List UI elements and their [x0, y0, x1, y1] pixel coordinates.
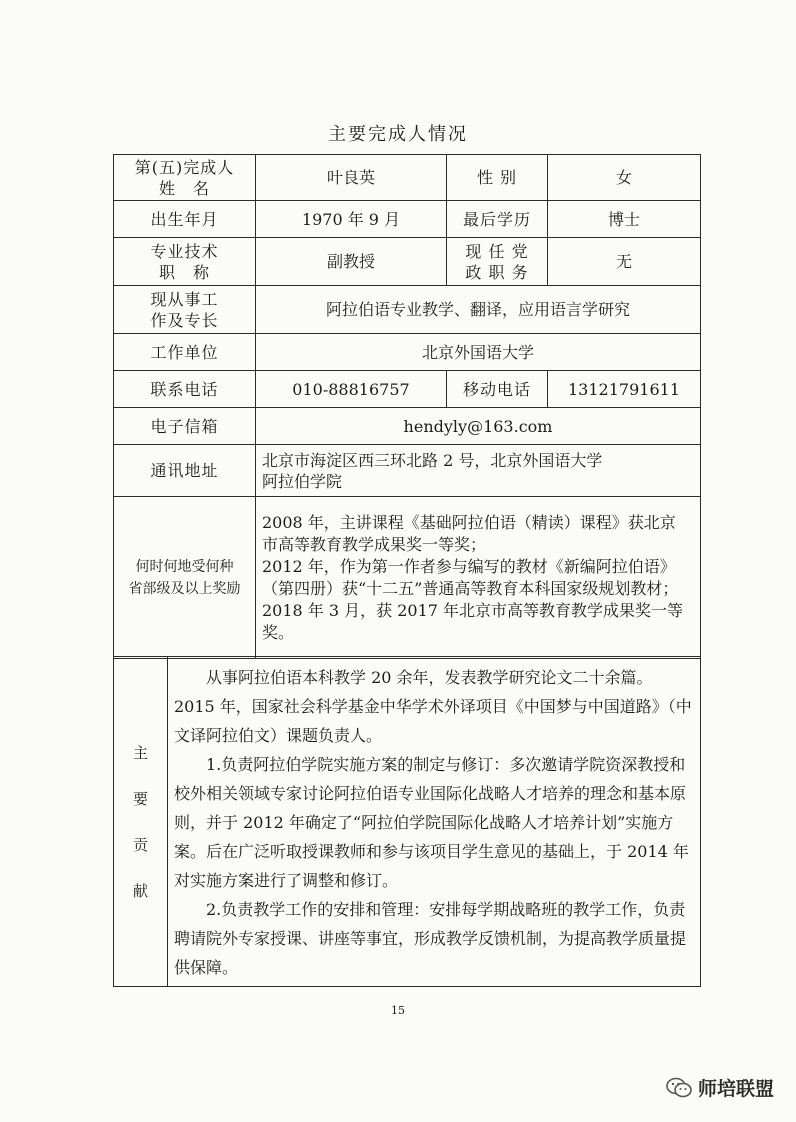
address-label: 通讯地址 — [114, 445, 256, 497]
professional-title-label: 专业技术 职 称 — [114, 238, 256, 286]
wechat-icon — [666, 1077, 692, 1099]
table-row — [114, 238, 701, 286]
contribution-paragraph: 2.负责教学工作的安排和管理：安排每学期战略班的教学工作，负责聘请院外专家授课、讲座等事宜，形成教学反馈机制，为提高教学质量提供保障。 — [174, 900, 687, 977]
mobile-value: 13121791611 — [548, 371, 701, 408]
awards-label: 何时何地受何种 省部级及以上奖励 — [114, 497, 256, 659]
award-item: 2012 年，作为第一作者参与编写的教材《新编阿拉伯语》（第四册）获“十二五”普通高等教育本科国家级规划教材； — [262, 556, 679, 598]
contribution-label: 主 要 贡 献 — [114, 657, 168, 987]
birth-value: 1970 年 9 月 — [256, 201, 447, 238]
table-row — [114, 408, 701, 445]
table-row — [114, 201, 701, 238]
gender-label: 性 别 — [447, 155, 548, 201]
name-value: 叶良英 — [256, 155, 447, 201]
contribution-paragraph: 从事阿拉伯语本科教学 20 余年，发表教学研究论文二十余篇。2015 年，国家社会科学基金中华学术外译项目《中国梦与中国道路》（中文译阿拉伯文）课题负责人。 — [174, 668, 692, 745]
table-row — [114, 445, 701, 497]
page-title: 主要完成人情况 — [328, 124, 468, 145]
phone-label: 联系电话 — [114, 371, 256, 408]
education-label: 最后学历 — [447, 201, 548, 238]
mobile-label: 移动电话 — [447, 371, 548, 408]
awards-value — [256, 497, 701, 659]
page-number: 15 — [391, 1004, 405, 1017]
brand-watermark — [666, 1074, 774, 1101]
award-item: 2018 年 3 月，获 2017 年北京市高等教育教学成果奖一等奖。 — [262, 600, 684, 642]
table-row — [114, 334, 701, 371]
info-table — [113, 154, 701, 659]
email-label: 电子信箱 — [114, 408, 256, 445]
email-value: hendyly@163.com — [256, 408, 701, 445]
work-unit-label: 工作单位 — [114, 334, 256, 371]
table-row — [114, 371, 701, 408]
gender-value: 女 — [548, 155, 701, 201]
education-value: 博士 — [548, 201, 701, 238]
table-row — [114, 155, 701, 201]
brand-text: 师培联盟 — [697, 1078, 774, 1100]
address-value: 北京市海淀区西三环北路 2 号，北京外国语大学 阿拉伯学院 — [256, 445, 701, 497]
contribution-table — [113, 656, 701, 987]
professional-title-value: 副教授 — [256, 238, 447, 286]
table-row — [114, 497, 701, 659]
award-item: 2008 年，主讲课程《基础阿拉伯语（精读）课程》获北京市高等教育教学成果奖一等奖； — [262, 512, 676, 554]
work-unit-value: 北京外国语大学 — [256, 334, 701, 371]
table-row — [114, 657, 701, 987]
party-position-label: 现 任 党 政 职 务 — [447, 238, 548, 286]
phone-value: 010-88816757 — [256, 371, 447, 408]
work-expertise-label: 现从事工 作及专长 — [114, 286, 256, 334]
work-expertise-value: 阿拉伯语专业教学、翻译，应用语言学研究 — [256, 286, 701, 334]
party-position-value: 无 — [548, 238, 701, 286]
table-row — [114, 286, 701, 334]
birth-label: 出生年月 — [114, 201, 256, 238]
contribution-value — [168, 657, 701, 987]
contribution-paragraph: 1.负责阿拉伯学院实施方案的制定与修订：多次邀请学院资深教授和校外相关领域专家讨论阿拉伯语专业国际化战略人才培养的理念和基本原则，并于 2012 年确定了“阿拉伯学院国际化战略人才培养计划”实施方案。后在广泛听取授课教师和参与该项目学生意见的基础上，于 2014 年对实施方案进行了调整和修订。 — [174, 755, 689, 890]
name-label: 第(五)完成人 姓 名 — [114, 155, 256, 201]
